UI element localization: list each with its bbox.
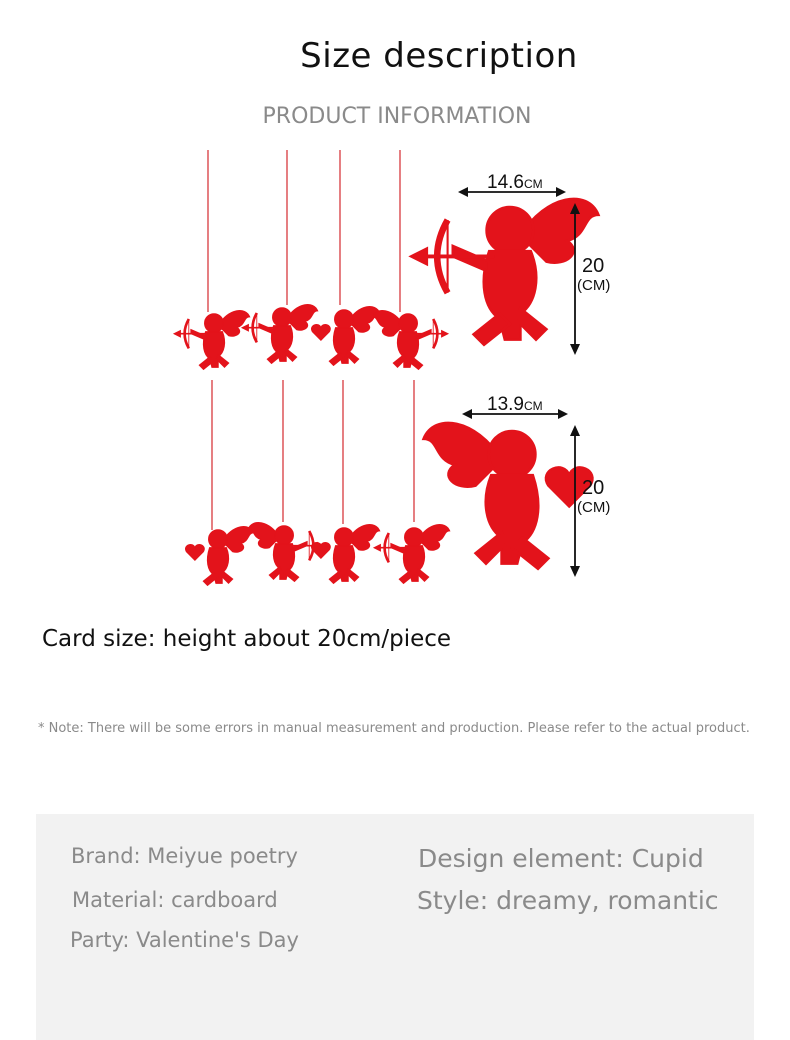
cupid-icon bbox=[312, 306, 380, 365]
hanging-strings-row-1 bbox=[208, 150, 400, 312]
measurement-note: * Note: There will be some errors in manual measurement and production. Please refer to the actual product. bbox=[38, 721, 750, 736]
top-width-label: 14.6CM bbox=[487, 172, 543, 193]
top-height-label: 20 bbox=[582, 255, 605, 277]
material-text: Material: cardboard bbox=[72, 888, 278, 912]
bottom-height-unit: (CM) bbox=[577, 499, 611, 516]
party-text: Party: Valentine's Day bbox=[70, 928, 299, 952]
large-cupid-top bbox=[411, 199, 598, 345]
cupid-row-1 bbox=[174, 304, 448, 369]
brand-text: Brand: Meiyue poetry bbox=[71, 844, 298, 868]
cupid-icon bbox=[242, 304, 318, 363]
cupid-icon bbox=[374, 524, 450, 583]
hanging-strings-row-2 bbox=[212, 380, 414, 530]
design-element-text: Design element: Cupid bbox=[418, 844, 704, 873]
cupid-icon bbox=[248, 522, 324, 581]
cupid-icon bbox=[174, 310, 250, 369]
bottom-height-label: 20 bbox=[582, 477, 605, 499]
top-height-unit: (CM) bbox=[577, 277, 611, 294]
cupid-icon bbox=[186, 526, 254, 585]
cupid-icon bbox=[372, 310, 448, 369]
page-subtitle-text: PRODUCT INFORMATION bbox=[262, 104, 532, 129]
cupid-row-2 bbox=[186, 522, 450, 585]
style-text: Style: dreamy, romantic bbox=[417, 886, 719, 915]
product-info-panel bbox=[36, 814, 754, 1040]
page-title-text: Size description bbox=[300, 36, 578, 76]
large-cupid-bottom bbox=[424, 423, 593, 569]
card-size-text: Card size: height about 20cm/piece bbox=[42, 626, 452, 652]
cupid-icon bbox=[312, 524, 380, 583]
bottom-width-label: 13.9CM bbox=[487, 394, 543, 415]
